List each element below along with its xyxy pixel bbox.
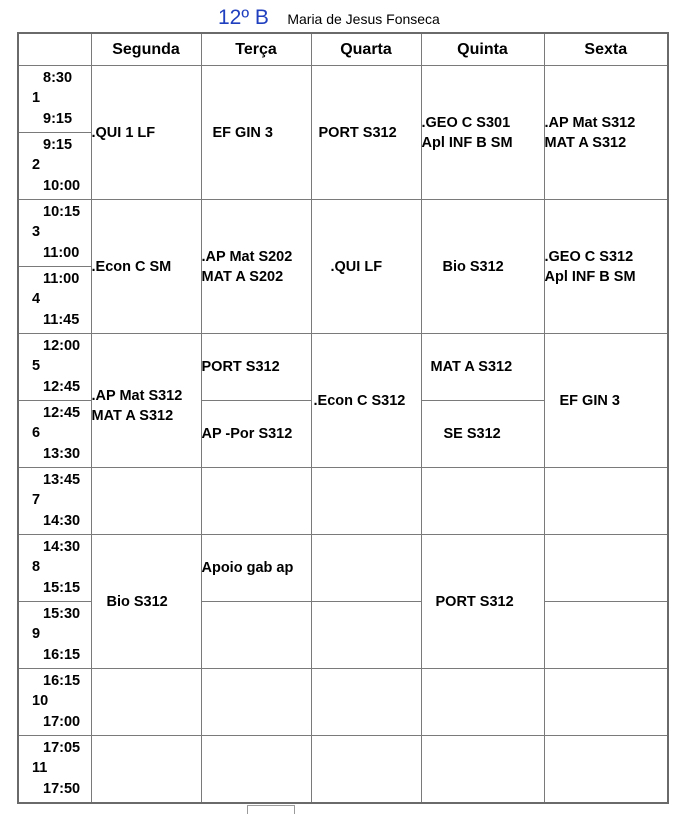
class-entry: .GEO C S312 — [544, 248, 634, 265]
class-entry: .AP Mat S312 — [91, 387, 183, 404]
time-cell — [18, 267, 91, 334]
period-row — [18, 468, 668, 535]
end-time: 17:50 — [43, 781, 81, 797]
period-number: 11 — [32, 760, 48, 776]
class-cell: .QUI LF — [311, 200, 421, 334]
period-number: 10 — [32, 693, 49, 709]
empty-cell — [91, 669, 201, 736]
time-cell — [18, 535, 91, 602]
end-time: 14:30 — [43, 513, 81, 529]
start-time: 13:45 — [43, 472, 81, 488]
class-cell: SE S312 — [421, 401, 544, 468]
empty-cell — [201, 736, 311, 804]
class-cell — [91, 334, 201, 468]
period-number: 4 — [32, 291, 41, 307]
class-name: 12º B — [218, 6, 269, 29]
day-header: Quinta — [421, 33, 544, 66]
time-cell — [18, 736, 91, 804]
class-cell: PORT S312 — [311, 66, 421, 200]
end-time: 9:15 — [43, 111, 73, 127]
class-cell: Bio S312 — [421, 200, 544, 334]
empty-cell — [311, 535, 421, 602]
time-cell — [18, 66, 91, 133]
empty-cell — [544, 602, 668, 669]
empty-cell — [544, 736, 668, 804]
period-number: 6 — [32, 425, 41, 441]
class-entry: MAT A S312 — [544, 134, 627, 151]
class-cell — [201, 200, 311, 334]
period-number: 3 — [32, 224, 41, 240]
start-time: 15:30 — [43, 606, 81, 622]
class-cell: Apoio gab ap — [201, 535, 311, 602]
end-time: 16:15 — [43, 647, 81, 663]
start-time: 8:30 — [43, 70, 73, 86]
empty-cell — [421, 468, 544, 535]
period-row — [18, 736, 668, 804]
time-cell — [18, 133, 91, 200]
empty-cell — [91, 736, 201, 804]
class-entry: .AP Mat S202 — [201, 248, 293, 265]
end-time: 11:00 — [43, 245, 80, 261]
end-time: 17:00 — [43, 714, 81, 730]
empty-cell — [544, 669, 668, 736]
class-cell: EF GIN 3 — [201, 66, 311, 200]
class-cell: Bio S312 — [91, 535, 201, 669]
period-number: 5 — [32, 358, 41, 374]
day-header: Segunda — [91, 33, 201, 66]
class-cell: .QUI 1 LF — [91, 66, 201, 200]
class-cell: .Econ C S312 — [311, 334, 421, 468]
end-time: 15:15 — [43, 580, 81, 596]
class-entry: Apl INF B SM — [544, 268, 636, 285]
time-cell — [18, 468, 91, 535]
class-cell: MAT A S312 — [421, 334, 544, 401]
class-cell — [544, 66, 668, 200]
teacher-name: Maria de Jesus Fonseca — [287, 11, 440, 27]
empty-cell — [421, 669, 544, 736]
start-time: 14:30 — [43, 539, 81, 555]
period-number: 8 — [32, 559, 41, 575]
empty-cell — [201, 468, 311, 535]
period-number: 1 — [32, 90, 41, 106]
class-entry: .GEO C S301 — [421, 114, 511, 131]
period-row — [18, 200, 668, 267]
class-cell — [544, 200, 668, 334]
period-row — [18, 535, 668, 602]
period-row — [18, 669, 668, 736]
empty-cell — [311, 468, 421, 535]
empty-cell — [421, 736, 544, 804]
class-cell: PORT S312 — [421, 535, 544, 669]
day-header: Terça — [201, 33, 311, 66]
class-cell: EF GIN 3 — [544, 334, 668, 468]
time-cell — [18, 669, 91, 736]
period-number: 7 — [32, 492, 41, 508]
empty-cell — [91, 468, 201, 535]
class-cell — [421, 66, 544, 200]
timetable — [17, 32, 669, 804]
day-header: Quarta — [311, 33, 421, 66]
period-number: 2 — [32, 157, 41, 173]
empty-cell — [311, 602, 421, 669]
empty-cell — [311, 736, 421, 804]
class-cell: AP -Por S312 — [201, 401, 311, 468]
day-header: Sexta — [544, 33, 668, 66]
header-row — [18, 33, 668, 66]
empty-cell — [201, 669, 311, 736]
end-time: 12:45 — [43, 379, 81, 395]
time-cell — [18, 401, 91, 468]
period-number: 9 — [32, 626, 41, 642]
empty-cell — [311, 669, 421, 736]
time-cell — [18, 602, 91, 669]
end-time: 10:00 — [43, 178, 81, 194]
time-cell — [18, 200, 91, 267]
empty-cell — [544, 468, 668, 535]
period-row — [18, 66, 668, 133]
period-row — [18, 334, 668, 401]
start-time: 12:45 — [43, 405, 81, 421]
corner-cell — [18, 33, 91, 66]
start-time: 17:05 — [43, 740, 81, 756]
start-time: 10:15 — [43, 204, 81, 220]
start-time: 12:00 — [43, 338, 81, 354]
empty-cell — [544, 535, 668, 602]
end-time: 11:45 — [43, 312, 80, 328]
class-entry: Apl INF B SM — [421, 134, 513, 151]
class-cell: PORT S312 — [201, 334, 311, 401]
start-time: 11:00 — [43, 271, 80, 287]
empty-cell — [201, 602, 311, 669]
time-cell — [18, 334, 91, 401]
start-time: 16:15 — [43, 673, 81, 689]
class-entry: .AP Mat S312 — [544, 114, 636, 131]
start-time: 9:15 — [43, 137, 73, 153]
class-entry: MAT A S202 — [201, 268, 284, 285]
class-entry: MAT A S312 — [91, 407, 174, 424]
end-time: 13:30 — [43, 446, 81, 462]
schedule-title — [218, 6, 440, 32]
class-cell: .Econ C SM — [91, 200, 201, 334]
